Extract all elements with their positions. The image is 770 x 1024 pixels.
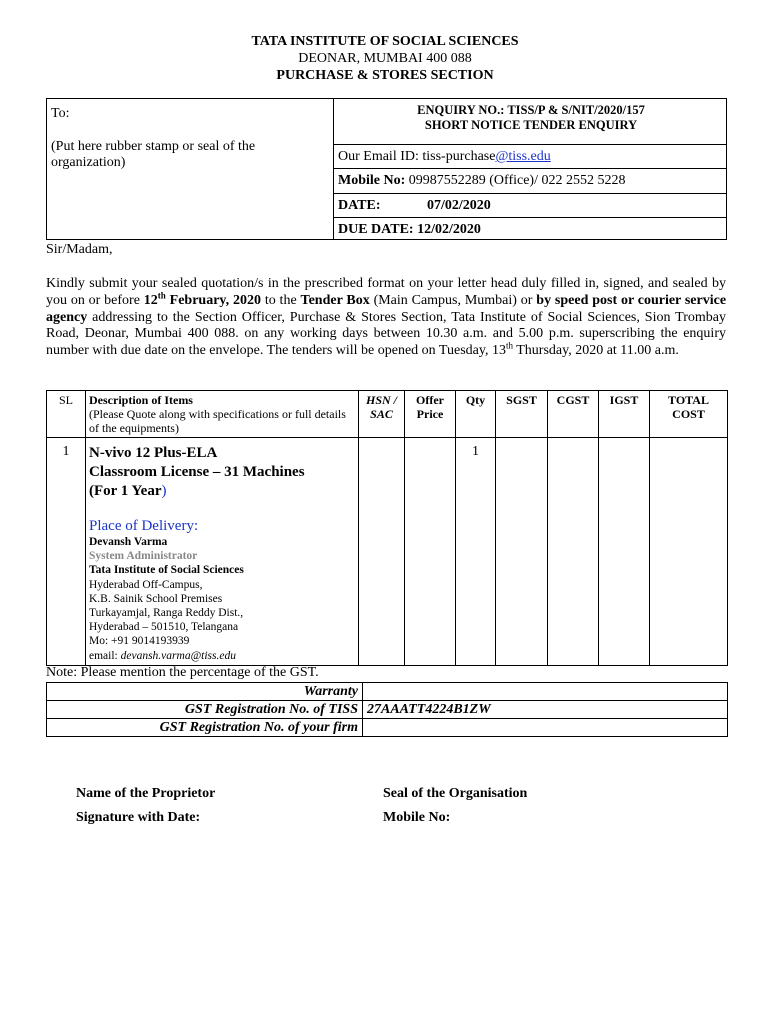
section-title: PURCHASE & STORES SECTION (276, 68, 494, 83)
row-description (86, 438, 359, 666)
address-line-4: Hyderabad – 501510, Telangana (89, 621, 239, 634)
table-row (47, 719, 728, 737)
tiss-gst-label: GST Registration No. of TISS (47, 701, 363, 719)
table-row (47, 438, 728, 666)
row-total-cost (650, 438, 728, 666)
table-row (47, 701, 728, 719)
row-hsn (359, 438, 405, 666)
contact-mobile: Mo: +91 9014193939 (89, 635, 190, 648)
institute-address: DEONAR, MUMBAI 400 088 (298, 51, 472, 66)
items-table (46, 390, 728, 666)
header-description (86, 391, 359, 438)
email-line (338, 149, 551, 165)
row-qty: 1 (456, 438, 496, 666)
date-label: DATE: (338, 198, 381, 213)
deadline-day: 12 (143, 292, 158, 308)
contact-role: System Administrator (89, 550, 198, 563)
due-date: DUE DATE: 12/02/2020 (338, 222, 481, 237)
body-text-5: Thursday, 2020 at 11.00 a.m. (516, 343, 679, 359)
gst-note: Note: Please mention the percentage of the GST. (46, 665, 319, 680)
signature-label: Signature with Date: (76, 810, 201, 825)
firm-gst-value (363, 719, 728, 737)
header-offer-price: Offer Price (405, 391, 456, 438)
body-paragraph (46, 276, 726, 360)
to-label: To: (51, 106, 70, 121)
table-row (47, 683, 728, 701)
item-line-1: N-vivo 12 Plus-ELA (89, 445, 218, 461)
date-value: 07/02/2020 (427, 198, 491, 213)
address-line-2: K.B. Sainik School Premises (89, 592, 223, 605)
address-line-3: Turkayamjal, Ranga Reddy Dist., (89, 607, 244, 620)
row-cgst (548, 438, 599, 666)
item-name (89, 444, 355, 501)
gst-table (46, 682, 728, 737)
open-sup: th (505, 340, 513, 351)
contact-email-line (89, 649, 355, 663)
proprietor-label: Name of the Proprietor (76, 786, 216, 801)
stamp-note: (Put here rubber stamp or seal of the organization) (51, 139, 256, 170)
header-sgst: SGST (496, 391, 548, 438)
header-total-cost: TOTAL COST (650, 391, 728, 438)
speed-post: by speed post or courier service agency (46, 292, 727, 325)
items-header-row (47, 391, 728, 438)
item-line-2: Classroom License – 31 Machines (89, 464, 305, 480)
signature-mobile-label: Mobile No: (383, 810, 451, 825)
contact-email: devansh.varma@tiss.edu (120, 649, 236, 662)
header-igst: IGST (599, 391, 650, 438)
body-text-4: addressing to the Section Officer, Purchase & Stores Section, Tata Institute of Social Sciences, Sion Trombay Road, Deonar, Mumbai 400 088. on any working days between 10.30 a.m. and 5.00 p.m. superscribing the enquiry number with due date on the envelope. The tenders will be opened on Tuesday, 13 (46, 309, 726, 359)
deadline-rest: February, 2020 (169, 292, 261, 308)
warranty-label: Warranty (47, 683, 363, 701)
row-sgst (496, 438, 548, 666)
header-hsn: HSN / SAC (359, 391, 405, 438)
email-label: Our Email ID: tiss-purchase (338, 149, 496, 164)
header-sl: SL (47, 391, 86, 438)
header-qty: Qty (456, 391, 496, 438)
body-text-1: Kindly submit your sealed quotation/s in the prescribed format on your letter head duly filled in, signed, and sealed by you on or before (46, 276, 726, 308)
row-sl: 1 (47, 438, 86, 666)
header-desc-title: Description of Items (89, 393, 193, 407)
body-text-2: to the (264, 292, 297, 308)
row-igst (599, 438, 650, 666)
enquiry-number: ENQUIRY NO.: TISS/P & S/NIT/2020/157 (417, 103, 645, 117)
address-line-1: Hyderabad Off-Campus, (89, 578, 203, 591)
delivery-title: Place of Delivery: (89, 518, 199, 534)
warranty-value (363, 683, 728, 701)
tender-type: SHORT NOTICE TENDER ENQUIRY (424, 118, 638, 132)
header-desc-note: (Please Quote along with specifications or full details of the equipments) (89, 407, 346, 435)
email-label-small: email: (89, 649, 118, 662)
salutation: Sir/Madam, (46, 242, 113, 257)
mobile-line (338, 173, 625, 189)
mobile-label: Mobile No: (338, 173, 406, 188)
item-paren: ) (161, 483, 167, 499)
deadline-sup: th (157, 290, 166, 301)
mobile-value: 09987552289 (Office)/ 022 2552 5228 (408, 173, 626, 188)
tiss-gst-value: 27AAATT4224B1ZW (363, 701, 728, 719)
header-cgst: CGST (548, 391, 599, 438)
email-domain-link[interactable]: @tiss.edu (495, 149, 551, 164)
enquiry-box (46, 98, 727, 240)
item-line-3: (For 1 Year (89, 483, 162, 499)
firm-gst-label: GST Registration No. of your firm (47, 719, 363, 737)
body-text-3: (Main Campus, Mumbai) or (373, 292, 533, 308)
tender-box: Tender Box (300, 292, 370, 308)
institute-title: TATA INSTITUTE OF SOCIAL SCIENCES (251, 34, 519, 49)
row-offer-price (405, 438, 456, 666)
contact-name: Devansh Varma (89, 536, 168, 548)
delivery-org: Tata Institute of Social Sciences (89, 564, 244, 577)
seal-label: Seal of the Organisation (383, 786, 528, 801)
